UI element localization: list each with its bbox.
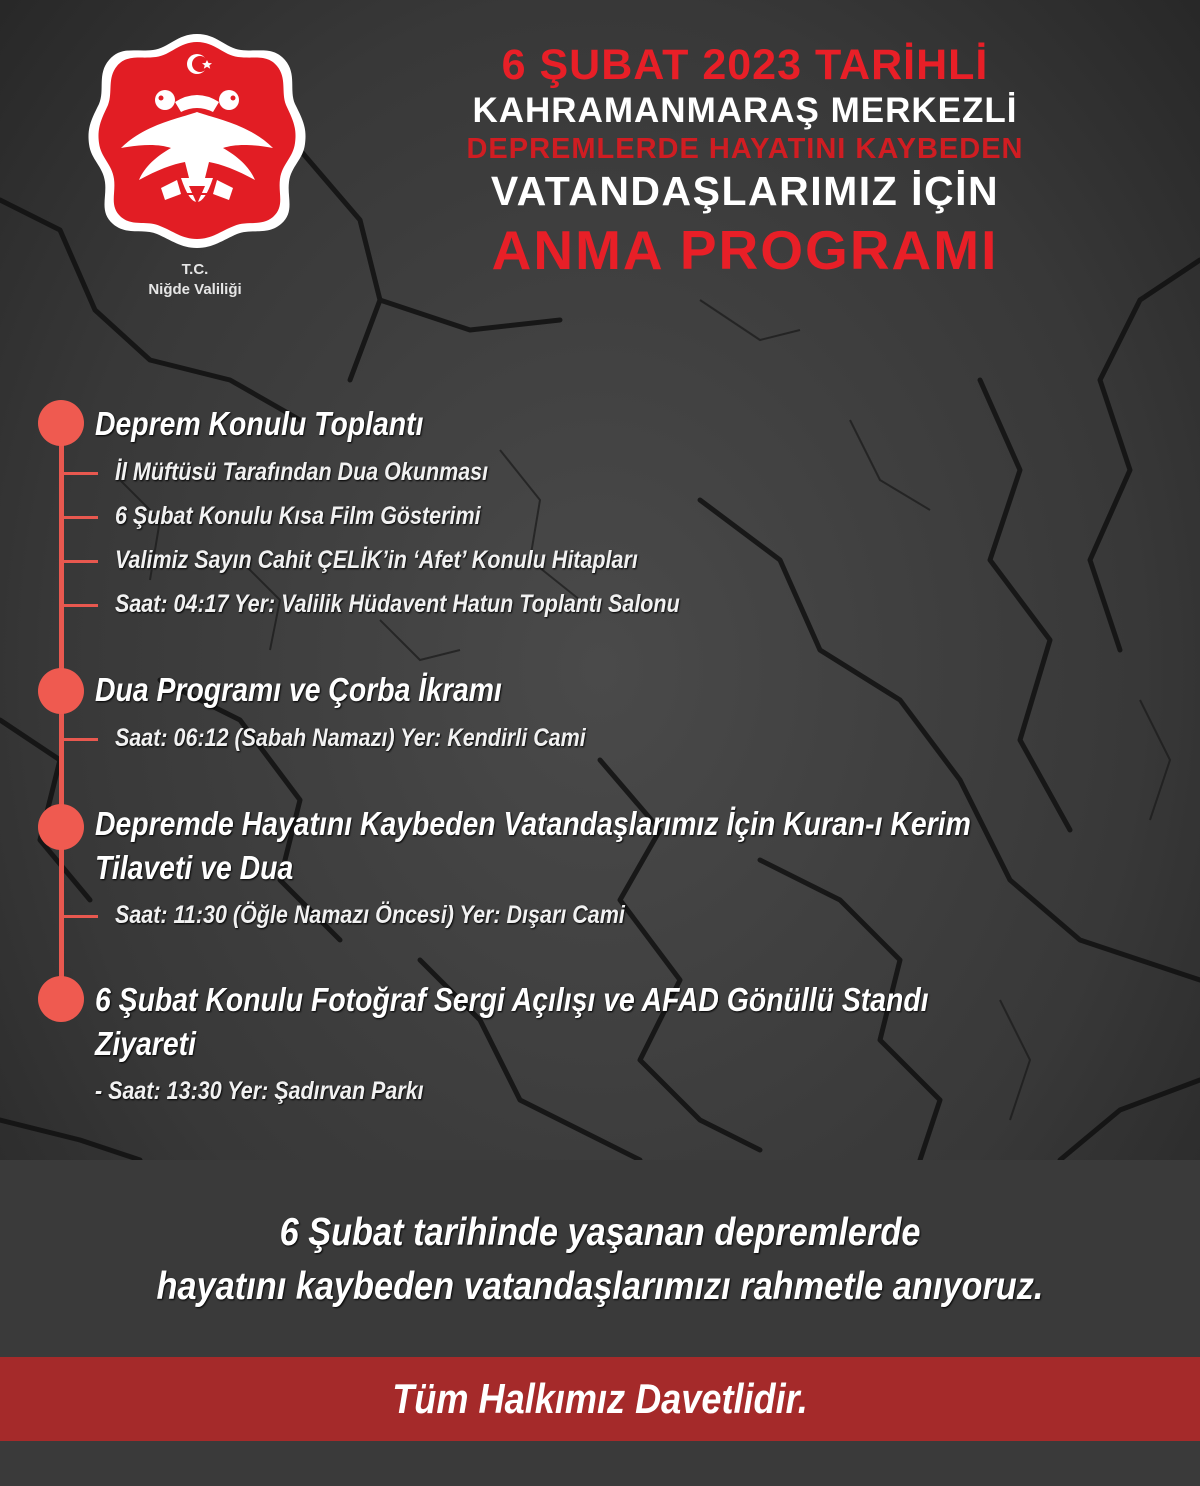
logo-caption-name: Niğde Valiliği (148, 281, 242, 298)
page-title (410, 40, 1080, 284)
program-time-location: Saat: 06:12 (Sabah Namazı) Yer: Kendirli Cami (115, 724, 586, 752)
program-time-location: - Saat: 13:30 Yer: Şadırvan Parkı (95, 1077, 424, 1105)
timeline-dot (38, 668, 84, 714)
invitation-text: Tüm Halkımız Davetlidir. (392, 1375, 808, 1422)
program-title-continued: Ziyareti (95, 1025, 196, 1062)
program-title: Depremde Hayatını Kaybeden Vatandaşlarımız İçin Kuran-ı Kerim (95, 805, 971, 842)
timeline-dot (38, 400, 84, 446)
program-title-continued: Tilaveti ve Dua (95, 849, 294, 886)
title-citizens: VATANDAŞLARIMIZ İÇİN (490, 168, 1000, 214)
program-detail: Valimiz Sayın Cahit ÇELİK’in ‘Afet’ Konulu Hitapları (115, 546, 638, 574)
memorial-message-line1: 6 Şubat tarihinde yaşanan depremlerde (279, 1211, 921, 1254)
program-detail: İl Müftüsü Tarafından Dua Okunması (115, 458, 489, 486)
timeline-tick (62, 472, 98, 475)
timeline-tick (62, 915, 98, 918)
timeline-dot (38, 976, 84, 1022)
title-location: KAHRAMANMARAŞ MERKEZLİ (472, 91, 1018, 130)
program-title: Deprem Konulu Toplantı (95, 405, 424, 442)
timeline-tick (62, 738, 98, 741)
memorial-message-line2: hayatını kaybeden vatandaşlarımızı rahmetle anıyoruz. (156, 1265, 1044, 1308)
timeline-tick (62, 516, 98, 519)
title-date: 6 ŞUBAT 2023 TARİHLİ (501, 41, 989, 89)
logo-caption (100, 260, 290, 300)
program-time-location: Saat: 04:17 Yer: Valilik Hüdavent Hatun Toplantı Salonu (115, 590, 680, 618)
timeline-tick (62, 604, 98, 607)
program-title: Dua Programı ve Çorba İkramı (95, 671, 502, 708)
memorial-message (0, 1206, 1200, 1314)
timeline-dot (38, 804, 84, 850)
nigde-governorship-logo (85, 28, 310, 250)
timeline-tick (62, 560, 98, 563)
program-detail: 6 Şubat Konulu Kısa Film Gösterimi (115, 502, 481, 530)
logo-caption-tc: T.C. (181, 261, 209, 278)
program-time-location: Saat: 11:30 (Öğle Namazı Öncesi) Yer: Dışarı Cami (115, 901, 625, 929)
title-earthquake: DEPREMLERDE HAYATINI KAYBEDEN (466, 133, 1024, 165)
program-title: 6 Şubat Konulu Fotoğraf Sergi Açılışı ve AFAD Gönüllü Standı (95, 981, 929, 1018)
title-program: ANMA PROGRAMI (491, 219, 999, 281)
